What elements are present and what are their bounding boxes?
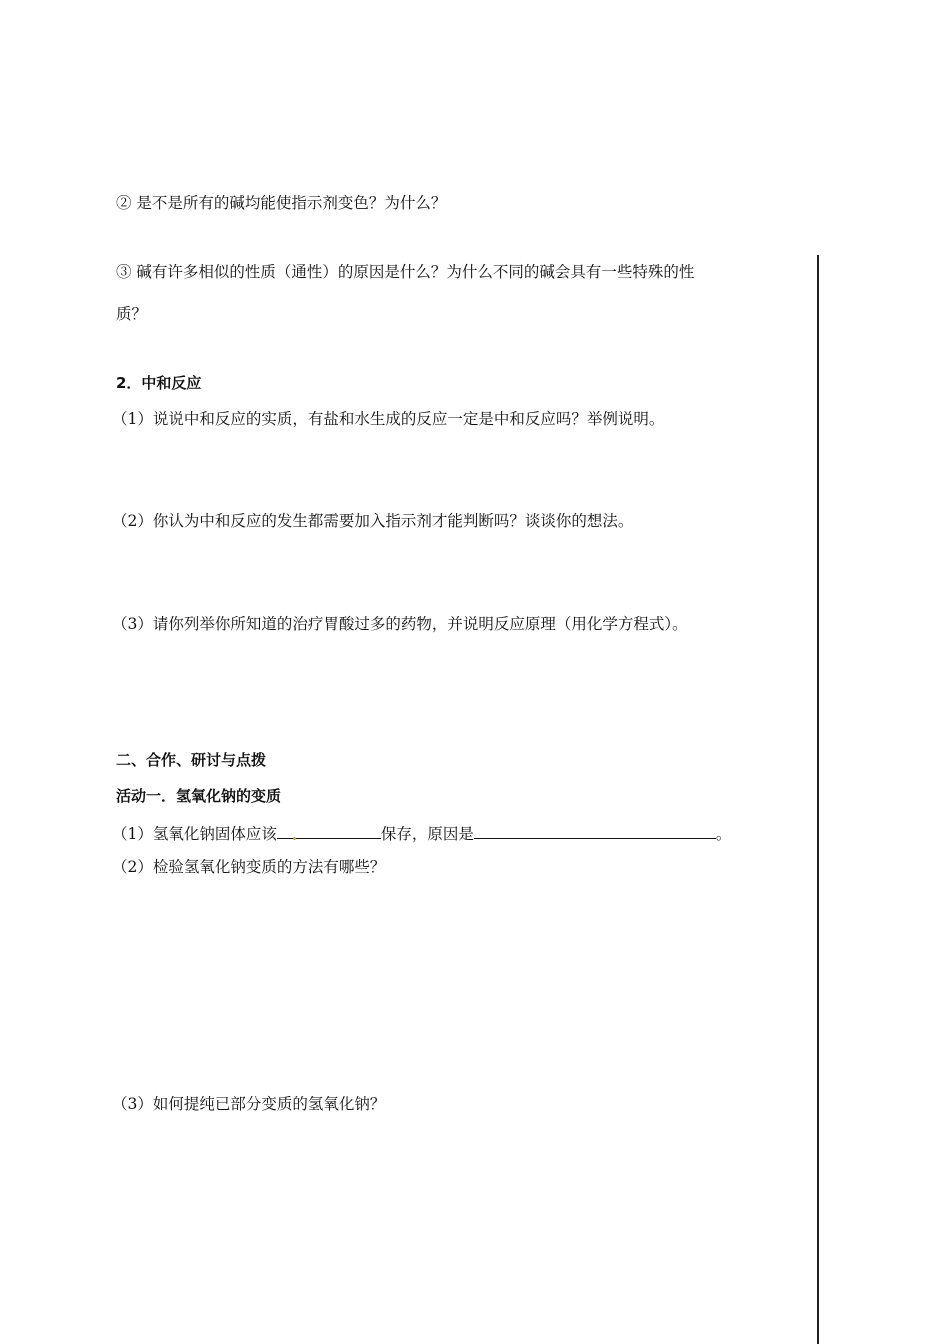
neutralization-question-1: （1）说说中和反应的实质，有盐和水生成的反应一定是中和反应吗？举例说明。	[112, 410, 665, 428]
section-neutralization-title: 2．中和反应	[116, 374, 202, 392]
question-alkali-indicator: ② 是不是所有的碱均能使指示剂变色？为什么？	[116, 194, 447, 212]
storage-method-blank[interactable]	[277, 822, 381, 839]
mark-dot	[293, 837, 296, 840]
naoh-question-1-middle: 保存，原因是	[380, 825, 474, 843]
neutralization-question-2: （2）你认为中和反应的发生都需要加入指示剂才能判断吗？谈谈你的想法。	[112, 512, 634, 530]
question-alkali-common-line2: 质？	[116, 305, 148, 323]
reason-blank[interactable]	[474, 822, 716, 839]
part-two-title: 二、合作、研讨与点拨	[116, 751, 267, 769]
neutralization-question-3: （3）请你列举你所知道的治疗胃酸过多的药物，并说明反应原理（用化学方程式）。	[112, 615, 688, 633]
question-alkali-common-line1: ③ 碱有许多相似的性质（通性）的原因是什么？为什么不同的碱会具有一些特殊的性	[116, 263, 695, 281]
naoh-question-1	[112, 822, 731, 844]
naoh-question-1-end: 。	[715, 825, 732, 843]
naoh-question-3: （3）如何提纯已部分变质的氢氧化钠？	[112, 1095, 386, 1113]
margin-rule	[817, 255, 819, 1344]
naoh-question-1-prefix: （1）氢氧化钠固体应该	[112, 825, 277, 843]
naoh-question-2: （2）检验氢氧化钠变质的方法有哪些？	[112, 858, 386, 876]
activity-one-title: 活动一．氢氧化钠的变质	[116, 787, 282, 805]
